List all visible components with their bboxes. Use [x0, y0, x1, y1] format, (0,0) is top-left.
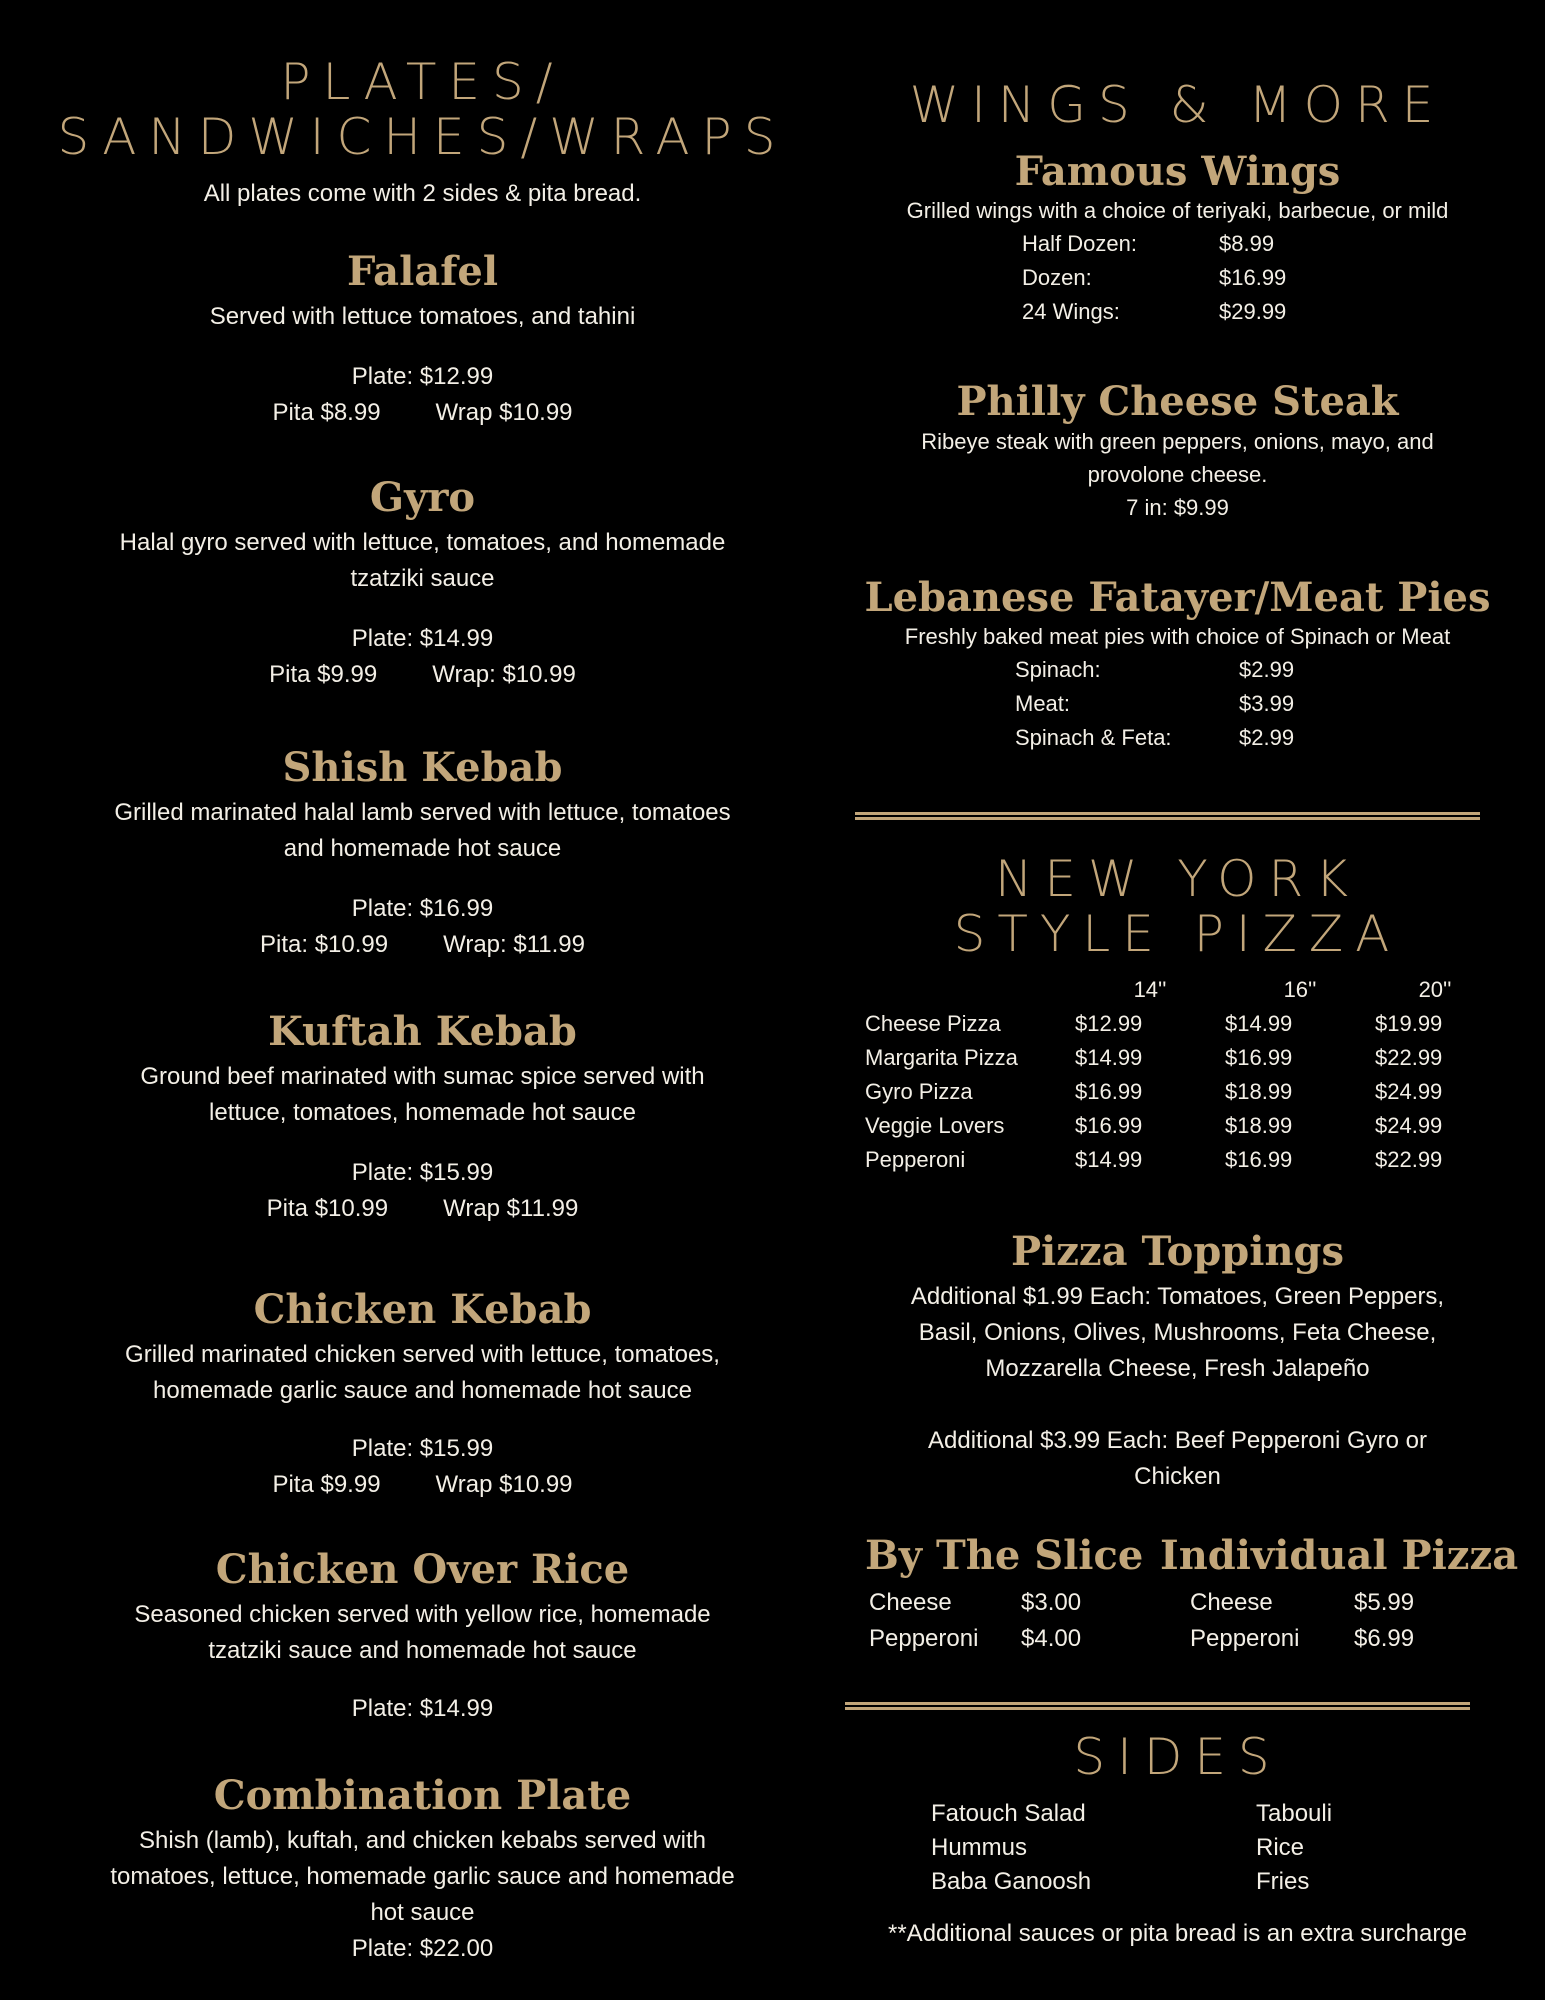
slice-price-list: Cheese $3.00 Pepperoni $4.00	[869, 1589, 1082, 1652]
plate-price: Plate: $14.99	[351, 1695, 494, 1722]
individual-pizza	[1160, 1532, 1520, 1657]
plates-subtitle: All plates come with 2 sides & pita bread.	[203, 180, 642, 207]
pita-wrap-prices	[35, 1467, 810, 1503]
wrap-price: Wrap $11.99	[443, 1195, 579, 1222]
sides-section-title: SIDES	[1073, 1728, 1282, 1786]
pizza-row: Cheese Pizza $12.99 $14.99 $19.99	[865, 1011, 1443, 1036]
item-title: Chicken Kebab	[253, 1286, 592, 1333]
pizza-row: Pepperoni $14.99 $16.99 $22.99	[865, 1147, 1443, 1172]
pizza-row: Margarita Pizza $14.99 $16.99 $22.99	[865, 1045, 1443, 1070]
wrap-price: Wrap $10.99	[435, 399, 573, 426]
divider-line	[855, 812, 1480, 820]
side-item: Hummus	[931, 1834, 1028, 1861]
menu-item-kuftah-kebab	[35, 1008, 810, 1227]
item-title: By The Slice	[865, 1532, 1144, 1579]
menu-item-chicken-kebab	[35, 1286, 810, 1503]
side-item: Tabouli	[1256, 1800, 1333, 1827]
item-description: Halal gyro served with lettuce, tomatoes, and homemade tzatziki sauce	[119, 529, 726, 592]
item-description: Grilled marinated chicken served with lettuce, tomatoes, homemade garlic sauce and homemade hot sauce	[125, 1341, 720, 1404]
item-title: Philly Cheese Steak	[956, 378, 1399, 425]
menu-item-chicken-over-rice	[35, 1546, 810, 1727]
item-title: Famous Wings	[1014, 148, 1341, 195]
pita-price: Pita $9.99	[272, 1471, 381, 1498]
toppings-description: Additional $1.99 Each: Tomatoes, Green Peppers, Basil, Onions, Olives, Mushrooms, Feta Cheese, Mozzarella Cheese, Fresh Jalapeño Additional $3.99 Each: Beef Pepperoni Gyro or Chicken	[910, 1283, 1445, 1490]
wrap-price: Wrap: $11.99	[443, 931, 585, 958]
pita-price: Pita $8.99	[272, 399, 381, 426]
item-description: Served with lettuce tomatoes, and tahini	[209, 303, 636, 330]
wings-section-title: WINGS & MORE	[909, 76, 1446, 134]
item-title: Falafel	[346, 248, 499, 295]
side-item: Fatouch Salad	[931, 1800, 1086, 1827]
item-title: Gyro	[369, 474, 476, 521]
item-title: Chicken Over Rice	[215, 1546, 630, 1593]
pita-price: Pita $9.99	[269, 661, 378, 688]
wrap-price: Wrap: $10.99	[432, 661, 576, 688]
pizza-size-header: 14'' 16'' 20''	[1133, 977, 1452, 1002]
item-description: Seasoned chicken served with yellow rice, homemade tzatziki sauce and homemade hot sauce	[134, 1601, 711, 1664]
plates-section-title: PLATES/ SANDWICHES/WRAPS	[57, 53, 788, 166]
surcharge-note: **Additional sauces or pita bread is an extra surcharge	[888, 1920, 1467, 1947]
divider-line	[845, 1702, 1470, 1710]
menu-item-philly-cheese-steak	[835, 378, 1520, 524]
menu-item-combination-plate	[35, 1772, 810, 1967]
pizza-row: Gyro Pizza $16.99 $18.99 $24.99	[865, 1079, 1443, 1104]
pizza-price-table	[865, 973, 1495, 1177]
pizza-row: Veggie Lovers $16.99 $18.99 $24.99	[865, 1113, 1443, 1138]
side-item: Fries	[1256, 1868, 1310, 1895]
wings-price-list: Half Dozen: $8.99 Dozen: $16.99 24 Wings: $29.99	[1022, 231, 1287, 324]
menu-item-falafel	[35, 248, 810, 431]
pita-price: Pita: $10.99	[260, 931, 389, 958]
plate-price: Plate: $22.00	[351, 1935, 494, 1962]
pizza-toppings	[835, 1228, 1520, 1495]
pita-wrap-prices	[35, 657, 810, 693]
menu-item-gyro	[35, 474, 810, 693]
individual-price-list: Cheese $5.99 Pepperoni $6.99	[1190, 1589, 1415, 1652]
philly-price: 7 in: $9.99	[1126, 495, 1229, 520]
item-title: Lebanese Fatayer/Meat Pies	[864, 574, 1491, 621]
item-description: Shish (lamb), kuftah, and chicken kebabs served with tomatoes, lettuce, homemade garlic sauce and homemade hot sauce	[110, 1827, 735, 1926]
item-description: Freshly baked meat pies with choice of Spinach or Meat	[904, 624, 1451, 649]
plate-price: Plate: $12.99	[351, 363, 494, 390]
item-description: Ground beef marinated with sumac spice served with lettuce, tomatoes, homemade hot sauce	[140, 1063, 705, 1126]
menu-item-famous-wings	[835, 148, 1520, 329]
side-item: Baba Ganoosh	[931, 1868, 1092, 1895]
pita-wrap-prices	[35, 927, 810, 963]
plate-price: Plate: $15.99	[351, 1159, 494, 1186]
sides-list	[931, 1797, 1456, 1899]
item-title: Kuftah Kebab	[268, 1008, 577, 1055]
item-title: Individual Pizza	[1160, 1532, 1519, 1579]
menu-item-lebanese-fatayer	[835, 574, 1520, 755]
by-the-slice	[865, 1532, 1165, 1657]
item-description: Ribeye steak with green peppers, onions, mayo, and provolone cheese. 7 in: $9.99	[835, 425, 1520, 524]
item-title: Shish Kebab	[282, 744, 563, 791]
item-description: Grilled marinated halal lamb served with lettuce, tomatoes and homemade hot sauce	[114, 799, 731, 862]
item-description: Grilled wings with a choice of teriyaki, barbecue, or mild	[906, 198, 1449, 223]
menu-item-shish-kebab	[35, 744, 810, 963]
side-item: Rice	[1256, 1834, 1305, 1861]
fatayer-price-list: Spinach: $2.99 Meat: $3.99 Spinach & Feta: $2.99	[1015, 657, 1295, 750]
pita-wrap-prices	[35, 395, 810, 431]
plate-price: Plate: $14.99	[351, 625, 494, 652]
plate-price: Plate: $15.99	[351, 1435, 494, 1462]
item-title: Pizza Toppings	[1010, 1228, 1345, 1275]
wrap-price: Wrap $10.99	[435, 1471, 573, 1498]
pita-wrap-prices	[35, 1191, 810, 1227]
pita-price: Pita $10.99	[266, 1195, 389, 1222]
item-title: Combination Plate	[213, 1772, 632, 1819]
pizza-section-title: NEW YORK STYLE PIZZA	[953, 850, 1402, 963]
plate-price: Plate: $16.99	[351, 895, 494, 922]
